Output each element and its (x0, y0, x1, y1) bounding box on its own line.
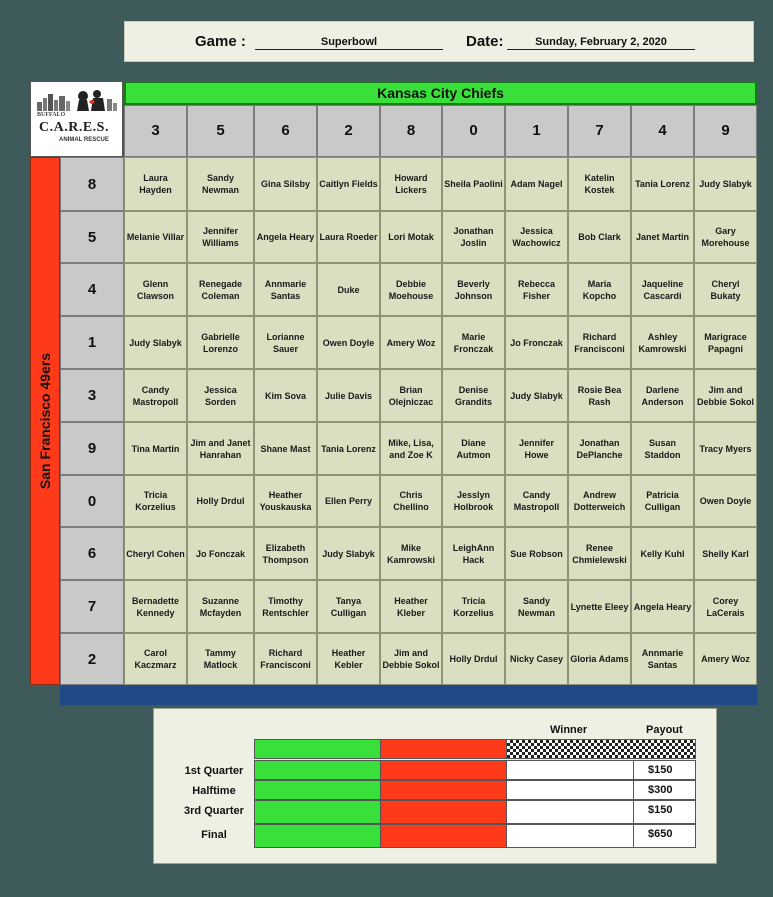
square-cell[interactable]: Cheryl Bukaty (694, 263, 757, 316)
square-cell[interactable]: Sandy Newman (505, 580, 568, 633)
square-cell[interactable]: Gina Silsby (254, 157, 317, 211)
square-cell[interactable]: Jennifer Howe (505, 422, 568, 475)
square-cell[interactable]: Marigrace Papagni (694, 316, 757, 369)
square-cell[interactable]: Denise Grandits (442, 369, 505, 422)
top-number-2: 6 (254, 105, 317, 157)
square-cell[interactable]: Annmarie Santas (254, 263, 317, 316)
square-cell[interactable]: Duke (317, 263, 380, 316)
square-cell[interactable]: Lynette Eleey (568, 580, 631, 633)
square-cell[interactable]: LeighAnn Hack (442, 527, 505, 580)
square-cell[interactable]: Bernadette Kennedy (124, 580, 187, 633)
square-cell[interactable]: Andrew Dotterweich (568, 475, 631, 527)
side-number-9: 2 (60, 633, 124, 685)
date-label: Date: (466, 33, 504, 50)
square-cell[interactable]: Kelly Kuhl (631, 527, 694, 580)
square-cell[interactable]: Tanya Culligan (317, 580, 380, 633)
square-cell[interactable]: Cheryl Cohen (124, 527, 187, 580)
side-number-3: 1 (60, 316, 124, 369)
board-footer-bar (60, 685, 757, 705)
logo-line3: ANIMAL RESCUE (59, 137, 109, 143)
square-cell[interactable]: Tina Martin (124, 422, 187, 475)
payout-cell (633, 824, 696, 848)
square-cell[interactable]: Heather Kleber (380, 580, 442, 633)
square-cell[interactable]: Jennifer Williams (187, 211, 254, 263)
square-cell[interactable]: Jaqueline Cascardi (631, 263, 694, 316)
logo-line1: BUFFALO (37, 112, 66, 118)
square-cell[interactable]: Tania Lorenz (317, 422, 380, 475)
square-cell[interactable]: Suzanne Mcfayden (187, 580, 254, 633)
side-number-2: 4 (60, 263, 124, 316)
square-cell[interactable]: Rosie Bea Rash (568, 369, 631, 422)
payout-amount: $650 (648, 828, 673, 840)
quarter-label: 3rd Quarter (184, 805, 244, 817)
square-cell[interactable]: Judy Slabyk (317, 527, 380, 580)
square-cell[interactable]: Timothy Rentschler (254, 580, 317, 633)
game-info-header (124, 21, 754, 62)
square-cell[interactable]: Jessica Wachowicz (505, 211, 568, 263)
square-cell[interactable]: Holly Drdul (442, 633, 505, 685)
square-cell[interactable]: Gloria Adams (568, 633, 631, 685)
top-number-9: 9 (694, 105, 757, 157)
checkered-header-bar (506, 739, 696, 759)
square-cell[interactable]: Laura Roeder (317, 211, 380, 263)
winner-cell[interactable] (506, 760, 634, 780)
side-team-banner (30, 157, 60, 685)
square-cell[interactable]: Renee Chmielewski (568, 527, 631, 580)
quarter-label: Halftime (192, 785, 236, 797)
square-cell[interactable]: Ashley Kamrowski (631, 316, 694, 369)
square-cell[interactable]: Gary Morehouse (694, 211, 757, 263)
side-team-score-cell[interactable] (380, 760, 507, 780)
side-team-score-cell[interactable] (380, 780, 507, 800)
square-cell[interactable]: Owen Doyle (694, 475, 757, 527)
payout-cell (633, 780, 696, 800)
square-cell[interactable]: Laura Hayden (124, 157, 187, 211)
side-number-8: 7 (60, 580, 124, 633)
square-cell[interactable]: Marie Fronczak (442, 316, 505, 369)
square-cell[interactable]: Jo Fronczak (505, 316, 568, 369)
winner-cell[interactable] (506, 780, 634, 800)
square-cell[interactable]: Sandy Newman (187, 157, 254, 211)
top-number-8: 4 (631, 105, 694, 157)
square-cell[interactable]: Glenn Clawson (124, 263, 187, 316)
square-cell[interactable]: Owen Doyle (317, 316, 380, 369)
square-cell[interactable]: Nicky Casey (505, 633, 568, 685)
square-cell[interactable]: Holly Drdul (187, 475, 254, 527)
square-cell[interactable]: Elizabeth Thompson (254, 527, 317, 580)
square-cell[interactable]: Jonathan Joslin (442, 211, 505, 263)
side-team-label: San Francisco 49ers (37, 352, 53, 490)
top-number-5: 0 (442, 105, 505, 157)
square-cell[interactable]: Shelly Karl (694, 527, 757, 580)
square-cell[interactable]: Judy Slabyk (124, 316, 187, 369)
square-cell[interactable]: Amery Woz (694, 633, 757, 685)
square-cell[interactable]: Tania Lorenz (631, 157, 694, 211)
winner-header: Winner (550, 724, 588, 736)
square-cell[interactable]: Beverly Johnson (442, 263, 505, 316)
square-cell[interactable]: Janet Martin (631, 211, 694, 263)
square-cell[interactable]: Katelin Kostek (568, 157, 631, 211)
payout-cell (633, 800, 696, 824)
square-cell[interactable]: Mike Kamrowski (380, 527, 442, 580)
side-team-score-cell[interactable] (380, 824, 507, 848)
payout-header: Payout (646, 724, 683, 736)
square-cell[interactable]: Heather Kebler (317, 633, 380, 685)
square-cell[interactable]: Gabrielle Lorenzo (187, 316, 254, 369)
square-cell[interactable]: Diane Autmon (442, 422, 505, 475)
square-cell[interactable]: Lori Motak (380, 211, 442, 263)
top-team-color-swatch (254, 739, 381, 759)
square-cell[interactable]: Shane Mast (254, 422, 317, 475)
square-cell[interactable]: Jim and Debbie Sokol (380, 633, 442, 685)
square-cell[interactable]: Mike, Lisa, and Zoe K (380, 422, 442, 475)
quarter-label: 1st Quarter (184, 765, 244, 777)
payout-cell (633, 760, 696, 780)
square-cell[interactable]: Ellen Perry (317, 475, 380, 527)
square-cell[interactable]: Patricia Culligan (631, 475, 694, 527)
top-number-1: 5 (187, 105, 254, 157)
top-number-4: 8 (380, 105, 442, 157)
square-cell[interactable]: Adam Nagel (505, 157, 568, 211)
side-number-1: 5 (60, 211, 124, 263)
square-cell[interactable]: Richard Francisconi (254, 633, 317, 685)
square-cell[interactable]: Sue Robson (505, 527, 568, 580)
square-cell[interactable]: Susan Staddon (631, 422, 694, 475)
game-label: Game : (195, 33, 246, 50)
square-cell[interactable]: Jim and Debbie Sokol (694, 369, 757, 422)
square-cell[interactable]: Annmarie Santas (631, 633, 694, 685)
square-cell[interactable]: Tracy Myers (694, 422, 757, 475)
square-cell[interactable]: Jo Fonczak (187, 527, 254, 580)
square-cell[interactable]: Lorianne Sauer (254, 316, 317, 369)
square-cell[interactable]: Amery Woz (380, 316, 442, 369)
game-value: Superbowl (255, 36, 443, 50)
square-cell[interactable]: Jonathan DePlanche (568, 422, 631, 475)
side-number-6: 0 (60, 475, 124, 527)
winner-cell[interactable] (506, 824, 634, 848)
side-number-7: 6 (60, 527, 124, 580)
square-cell[interactable]: Renegade Coleman (187, 263, 254, 316)
square-cell[interactable]: Candy Mastropoll (505, 475, 568, 527)
square-cell[interactable]: Melanie Villar (124, 211, 187, 263)
square-cell[interactable]: Corey LaCerais (694, 580, 757, 633)
square-cell[interactable]: Tricia Korzelius (442, 580, 505, 633)
payout-amount: $150 (648, 804, 673, 816)
top-number-7: 7 (568, 105, 631, 157)
square-cell[interactable]: Richard Francisconi (568, 316, 631, 369)
square-cell[interactable]: Rebecca Fisher (505, 263, 568, 316)
side-number-5: 9 (60, 422, 124, 475)
square-cell[interactable]: Maria Kopcho (568, 263, 631, 316)
top-team-score-cell[interactable] (254, 824, 381, 848)
top-team-score-cell[interactable] (254, 800, 381, 824)
square-cell[interactable]: Judy Slabyk (694, 157, 757, 211)
top-team-score-cell[interactable] (254, 780, 381, 800)
quarter-label: Final (201, 829, 227, 841)
square-cell[interactable]: Jim and Janet Hanrahan (187, 422, 254, 475)
payout-table (153, 708, 717, 864)
square-cell[interactable]: Sheila Paolini (442, 157, 505, 211)
square-cell[interactable]: Jessica Sorden (187, 369, 254, 422)
square-cell[interactable]: Kim Sova (254, 369, 317, 422)
top-number-0: 3 (124, 105, 187, 157)
square-cell[interactable]: Judy Slabyk (505, 369, 568, 422)
square-cell[interactable]: Bob Clark (568, 211, 631, 263)
square-cell[interactable]: Caitlyn Fields (317, 157, 380, 211)
square-cell[interactable]: Jesslyn Holbrook (442, 475, 505, 527)
top-number-3: 2 (317, 105, 380, 157)
top-team-score-cell[interactable] (254, 760, 381, 780)
side-number-4: 3 (60, 369, 124, 422)
square-cell[interactable]: Howard Lickers (380, 157, 442, 211)
side-team-score-cell[interactable] (380, 800, 507, 824)
square-cell[interactable]: Tricia Korzelius (124, 475, 187, 527)
top-team-banner: Kansas City Chiefs (124, 81, 757, 105)
square-cell[interactable]: Julie Davis (317, 369, 380, 422)
square-cell[interactable]: Chris Chellino (380, 475, 442, 527)
square-cell[interactable]: Angela Heary (631, 580, 694, 633)
logo-line2: C.A.R.E.S. (39, 120, 109, 135)
buffalo-cares-logo (30, 81, 123, 157)
square-cell[interactable]: Debbie Moehouse (380, 263, 442, 316)
side-team-color-swatch (380, 739, 507, 759)
square-cell[interactable]: Tammy Matlock (187, 633, 254, 685)
payout-amount: $150 (648, 764, 673, 776)
square-cell[interactable]: Candy Mastropoll (124, 369, 187, 422)
side-number-0: 8 (60, 157, 124, 211)
winner-cell[interactable] (506, 800, 634, 824)
square-cell[interactable]: Angela Heary (254, 211, 317, 263)
payout-amount: $300 (648, 784, 673, 796)
square-cell[interactable]: Darlene Anderson (631, 369, 694, 422)
square-cell[interactable]: Brian Olejniczac (380, 369, 442, 422)
square-cell[interactable]: Carol Kaczmarz (124, 633, 187, 685)
date-value: Sunday, February 2, 2020 (507, 36, 695, 50)
top-number-6: 1 (505, 105, 568, 157)
square-cell[interactable]: Heather Youskauska (254, 475, 317, 527)
